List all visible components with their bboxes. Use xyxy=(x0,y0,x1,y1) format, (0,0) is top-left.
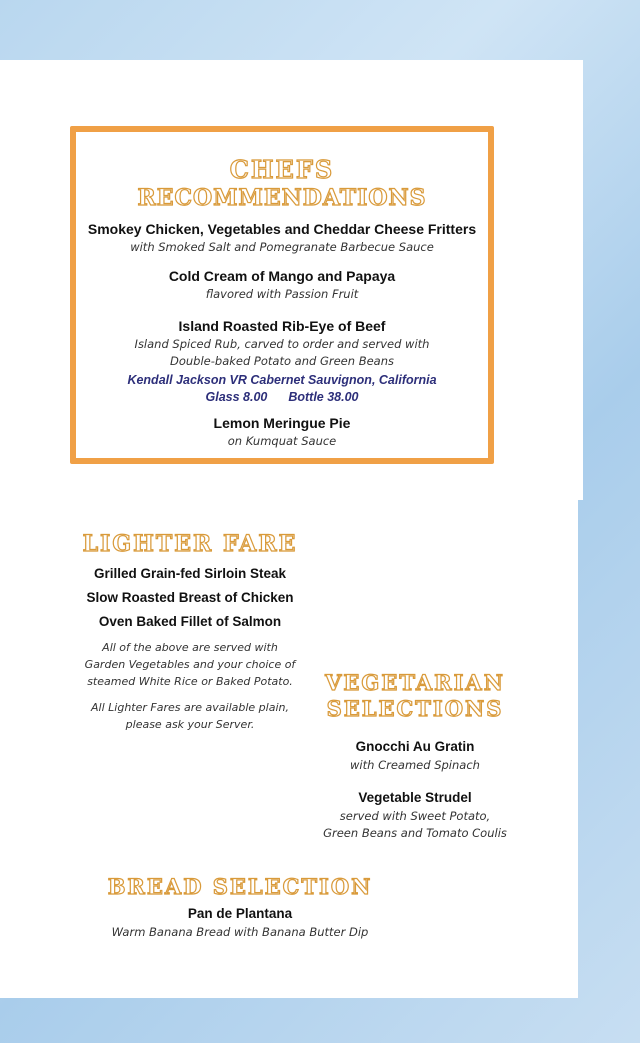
list-item: Oven Baked Fillet of Salmon xyxy=(98,614,282,629)
note-line: All of the above are served with xyxy=(102,641,278,654)
chefs-heading xyxy=(90,156,474,212)
dish-desc: Island Spiced Rub, carved to order and served with xyxy=(134,337,430,351)
dish-desc: served with Sweet Potato, xyxy=(339,809,491,823)
chefs-item-4 xyxy=(80,413,484,450)
dish-name: Pan de Plantana xyxy=(187,906,293,921)
vegetarian-heading-line2: SELECTIONS xyxy=(326,696,504,721)
dish-name: Vegetable Strudel xyxy=(358,790,472,805)
list-item: Slow Roasted Breast of Chicken xyxy=(86,590,294,605)
dish-desc: with Creamed Spinach xyxy=(350,758,480,772)
lighter-note-1 xyxy=(60,639,320,690)
chefs-item-3 xyxy=(80,316,484,406)
bread-item xyxy=(90,904,390,941)
dish-desc: with Smoked Salt and Pomegranate Barbecue Sauce xyxy=(130,240,434,254)
lighter-items xyxy=(60,562,320,634)
dish-name: Cold Cream of Mango and Papaya xyxy=(168,268,396,284)
wine-prices xyxy=(80,389,484,406)
chefs-item-1 xyxy=(80,219,484,256)
note-line: All Lighter Fares are available plain, xyxy=(91,701,289,714)
dish-desc: Double-baked Potato and Green Beans xyxy=(170,354,394,368)
bread-heading xyxy=(90,873,390,901)
chefs-heading-line2: RECOMMENDATIONS xyxy=(137,185,427,211)
note-line: Garden Vegetables and your choice of xyxy=(84,658,296,671)
wine-name: Kendall Jackson VR Cabernet Sauvignon, California xyxy=(127,373,437,387)
bread-heading-text: BREAD SELECTION xyxy=(107,874,373,899)
dish-desc: on Kumquat Sauce xyxy=(227,434,337,448)
wine-glass-price: Glass 8.00 xyxy=(205,390,268,404)
dish-name: Island Roasted Rib-Eye of Beef xyxy=(178,318,386,334)
vegetarian-item-1 xyxy=(300,737,530,774)
vegetarian-heading xyxy=(300,670,530,722)
dish-desc: Green Beans and Tomato Coulis xyxy=(323,826,507,840)
chefs-item-2 xyxy=(80,266,484,303)
lighter-note-2 xyxy=(60,699,320,733)
dish-desc: flavored with Passion Fruit xyxy=(205,287,359,301)
vegetarian-item-2 xyxy=(300,788,530,842)
list-item: Grilled Grain-fed Sirloin Steak xyxy=(93,566,287,581)
lighter-heading xyxy=(60,530,320,558)
lighter-heading-text: LIGHTER FARE xyxy=(82,531,298,557)
note-line: please ask your Server. xyxy=(125,718,255,731)
dish-name: Smokey Chicken, Vegetables and Cheddar Cheese Fritters xyxy=(87,221,477,237)
note-line: steamed White Rice or Baked Potato. xyxy=(87,675,293,688)
vegetarian-heading-line1: VEGETARIAN xyxy=(325,670,505,695)
dish-name: Lemon Meringue Pie xyxy=(213,415,351,431)
chefs-heading-line1: CHEFS xyxy=(229,155,335,184)
dish-desc: Warm Banana Bread with Banana Butter Dip xyxy=(111,925,369,939)
wine-bottle-price: Bottle 38.00 xyxy=(288,390,359,404)
dish-name: Gnocchi Au Gratin xyxy=(355,739,475,754)
